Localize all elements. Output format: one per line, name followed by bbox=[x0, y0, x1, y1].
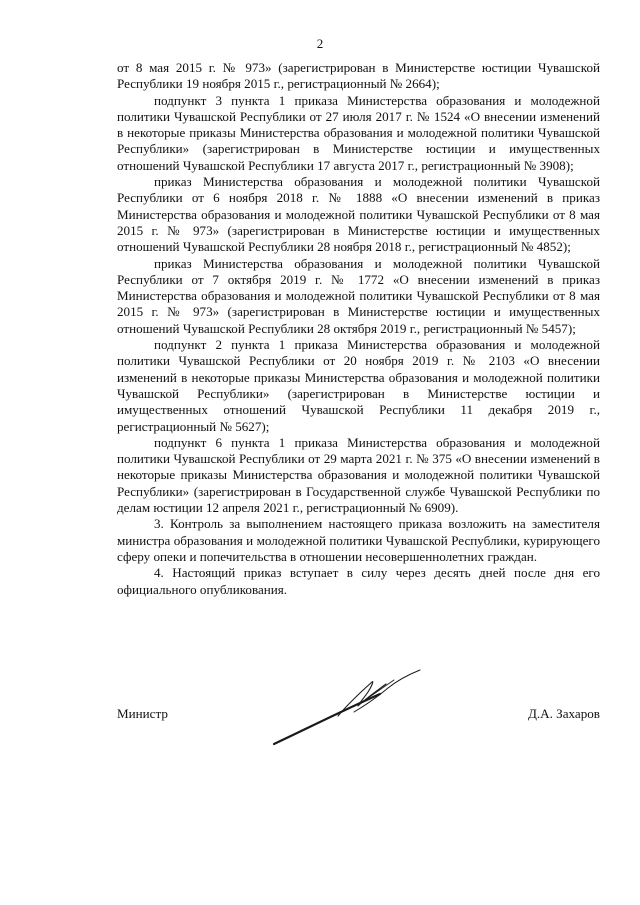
paragraph: приказ Министерства образования и молодежной политики Чувашской Республики от 7 октября 2019 г. № 1772 «О внесении изменений в приказ Министерства образования и молодежной политики Чувашской Республики от 8 мая 2015 г. № 973» (зарегистрирован в Министерстве юстиции и имущественных отношений Чувашской Республики 28 октября 2019 г., регистрационный № 5457); bbox=[117, 255, 600, 336]
paragraph-control-clause: 3. Контроль за выполнением настоящего приказа возложить на заместителя министра образования и молодежной политики Чувашской Республики, курирующего сферу опеки и попечительства в отношении несовершеннолетних граждан. bbox=[117, 516, 600, 564]
document-body bbox=[117, 60, 600, 598]
paragraph: подпункт 6 пункта 1 приказа Министерства образования и молодежной политики Чувашской Республики от 29 марта 2021 г. № 375 «О внесении изменений в некоторые приказы Министерства образования и молодежной политики Чувашской Республики» (зарегистрирован в Государственной службе Чувашской Республики по делам юстиции 12 апреля 2021 г., регистрационный № 6909). bbox=[117, 434, 600, 516]
page-number: 2 bbox=[316, 36, 324, 51]
paragraph: от 8 мая 2015 г. № 973» (зарегистрирован в Министерстве юстиции Чувашской Республики 19 ноября 2015 г., регистрационный № 2664); bbox=[117, 60, 600, 92]
signer-name: Д.А. Захаров bbox=[527, 706, 600, 721]
paragraph: подпункт 2 пункта 1 приказа Министерства образования и молодежной политики Чувашской Республики от 20 ноября 2019 г. № 2103 «О внесении изменений в некоторые приказы Министерства образования и молодежной политики Чувашской Республики» (зарегистрирован в Министерстве юстиции и имущественных отношений Чувашской Республики 11 декабря 2019 г., регистрационный № 5627); bbox=[117, 337, 600, 434]
paragraph: приказ Министерства образования и молодежной политики Чувашской Республики от 6 ноября 2018 г. № 1888 «О внесении изменений в приказ Министерства образования и молодежной политики Чувашской Республики от 8 мая 2015 г. № 973» (зарегистрирован в Министерстве юстиции и имущественных отношений Чувашской Республики 28 ноября 2018 г., регистрационный № 4852); bbox=[117, 174, 600, 255]
signer-position: Министр bbox=[117, 706, 168, 721]
paragraph: подпункт 3 пункта 1 приказа Министерства образования и молодежной политики Чувашской Республики от 27 июля 2017 г. № 1524 «О внесении изменений в некоторые приказы Министерства образования и молодежной политики Чувашской Республики» (зарегистрирован в Министерстве юстиции и имущественных отношений Чувашской Республики 17 августа 2017 г., регистрационный № 3908); bbox=[117, 92, 600, 173]
handwritten-signature bbox=[268, 668, 428, 750]
paragraph-effective-clause: 4. Настоящий приказ вступает в силу через десять дней после дня его официального опубликования. bbox=[117, 565, 600, 597]
